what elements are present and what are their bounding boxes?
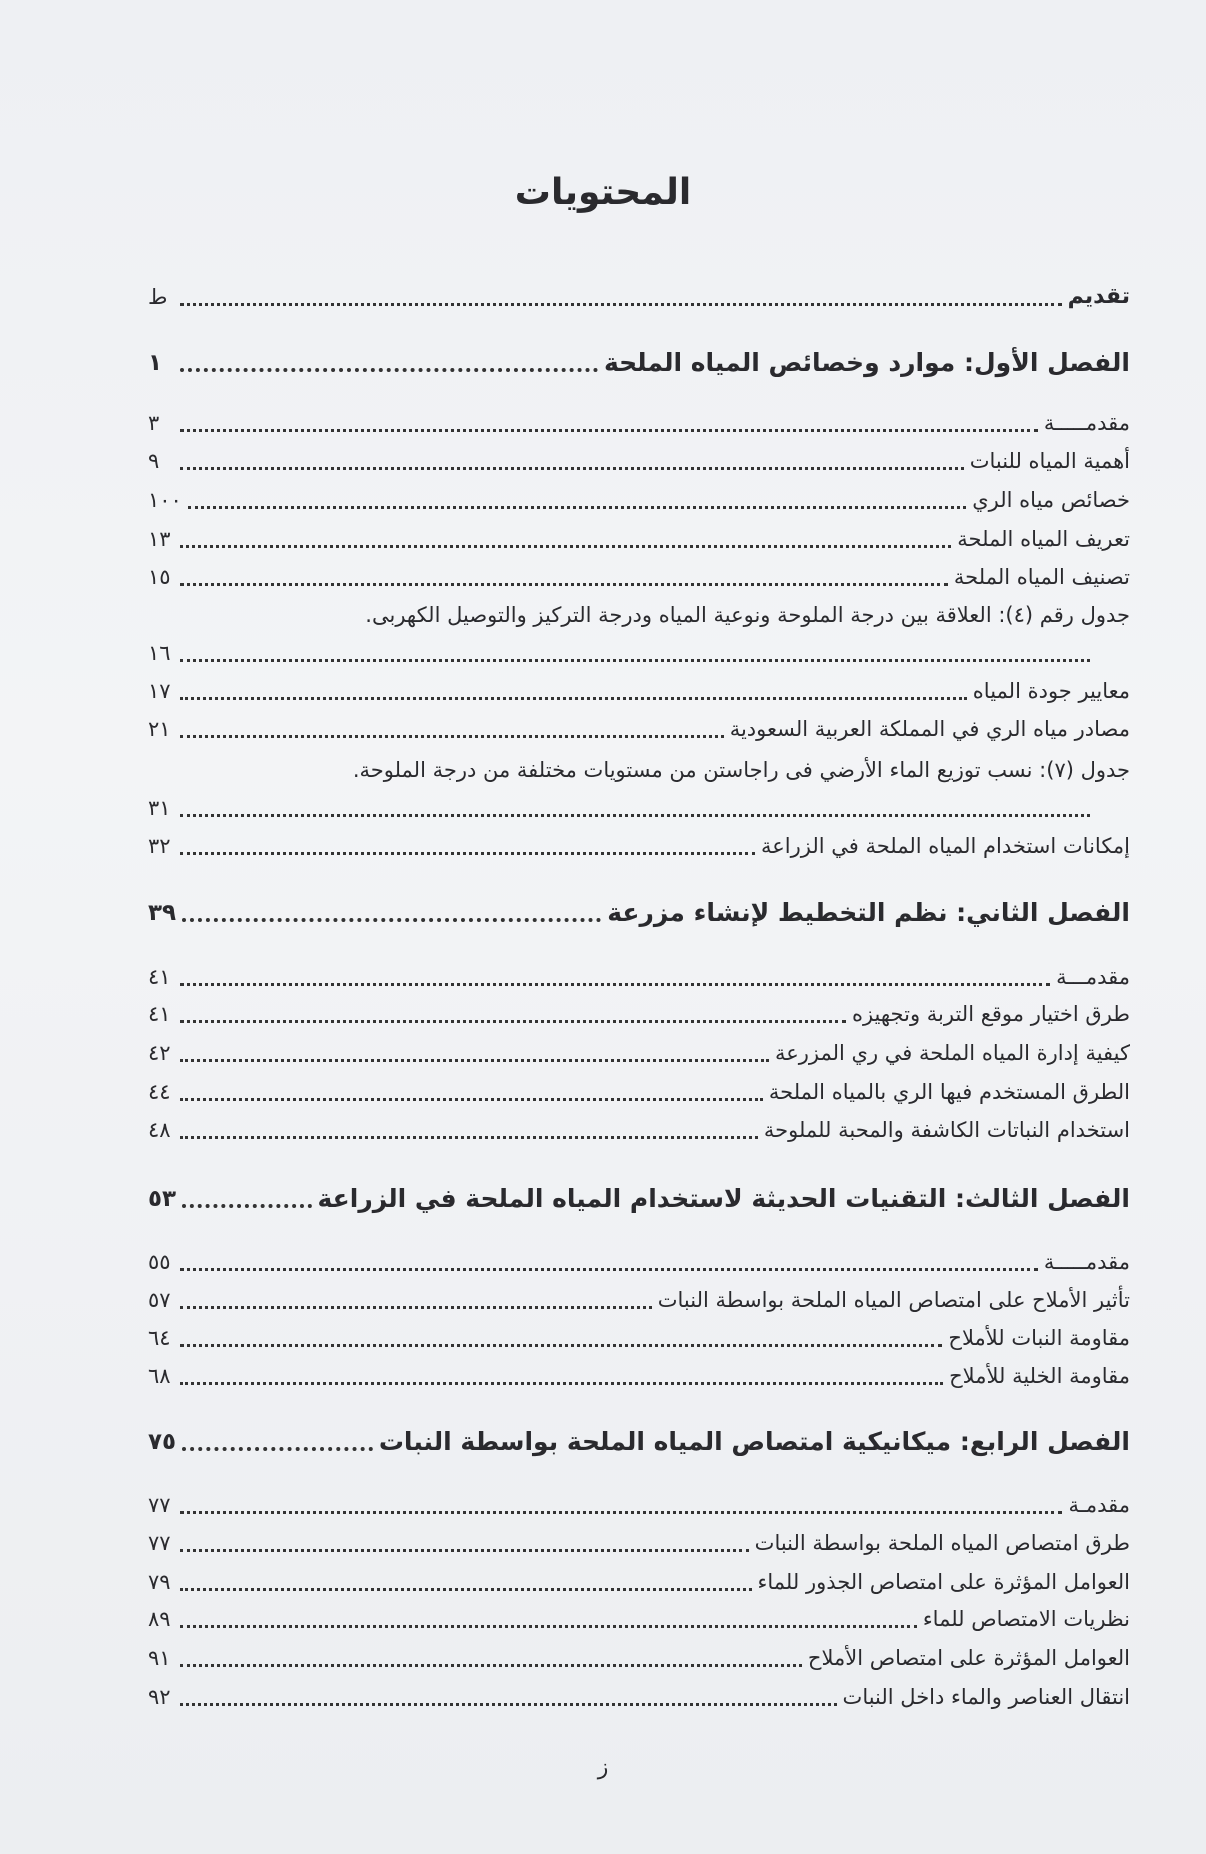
toc-label: مقدمـــة (1056, 965, 1130, 989)
toc-label: إمكانات استخدام المياه الملحة في الزراعة (760, 834, 1130, 858)
toc-label: أهمية المياه للنبات (969, 449, 1130, 473)
toc-entry (148, 1565, 1130, 1599)
chapter-title: ميكانيكية امتصاص المياه الملحة بواسطة النبات (378, 1427, 952, 1456)
toc-entry-continuation (148, 791, 1130, 825)
leader-dots (180, 982, 1050, 986)
leader-dots (180, 734, 724, 738)
chapter-prefix: الفصل الثاني: (956, 898, 1130, 927)
chapter-heading (607, 896, 1130, 930)
toc-entry (148, 406, 1130, 440)
leader-dots (180, 367, 598, 372)
leader-dots (180, 658, 1090, 662)
leader-dots (180, 1097, 763, 1101)
chapter-prefix: الفصل الرابع: (959, 1427, 1130, 1456)
toc-entry (148, 1036, 1130, 1070)
toc-page: ١٣ (148, 527, 171, 551)
toc-entry (148, 1680, 1130, 1714)
toc-label: معايير جودة المياه (972, 679, 1130, 703)
toc-chapter (148, 1425, 1130, 1459)
toc-entry (148, 712, 1130, 746)
toc-entry (148, 1075, 1130, 1109)
toc-entry (148, 560, 1130, 594)
toc-entry (148, 1488, 1130, 1522)
leader-dots (180, 1058, 769, 1062)
toc-page: ٧٥ (148, 1429, 177, 1455)
toc-page: ٦٨ (148, 1364, 171, 1388)
leader-dots (180, 1510, 1062, 1514)
toc-entry (148, 1321, 1130, 1355)
toc-page: ٤١ (148, 965, 171, 989)
leader-dots (180, 1587, 752, 1591)
toc-page: ٨٩ (148, 1607, 171, 1631)
leader-dots (180, 1343, 942, 1347)
toc-label: العوامل المؤثرة على امتصاص الجذور للماء (757, 1570, 1130, 1594)
leader-dots (180, 1305, 652, 1309)
toc-page: ٤٢ (148, 1041, 171, 1065)
toc-entry (148, 997, 1130, 1031)
toc-page: ٣٩ (148, 900, 177, 926)
toc-label: مصادر مياه الري في المملكة العربية السعودية (729, 717, 1130, 741)
toc-entry (148, 1283, 1130, 1317)
leader-dots (182, 1446, 373, 1451)
toc-page: ٢١ (148, 717, 171, 741)
toc-entry (148, 1526, 1130, 1560)
leader-dots (180, 466, 964, 470)
toc-chapter (148, 896, 1130, 930)
toc-page: ٧٧ (148, 1531, 171, 1555)
toc-page: ٩١ (148, 1646, 171, 1670)
toc-label: تعريف المياه الملحة (957, 527, 1130, 551)
toc-entry-continuation (148, 636, 1130, 670)
chapter-title: نظم التخطيط لإنشاء مزرعة (607, 898, 948, 927)
toc-label: مقدمـــــة (1043, 411, 1130, 435)
toc-page: ٩ (148, 449, 160, 473)
toc-label: طرق امتصاص المياه الملحة بواسطة النبات (754, 1531, 1130, 1555)
toc-page: ٦٤ (148, 1326, 171, 1350)
leader-dots (180, 1702, 837, 1706)
toc-page: ١ (148, 350, 163, 376)
toc-page: ٤٤ (148, 1080, 171, 1104)
leader-dots (180, 1381, 943, 1385)
leader-dots (180, 1663, 802, 1667)
toc-label: مقدمـــــة (1043, 1250, 1130, 1274)
leader-dots (180, 696, 967, 700)
page-title: المحتويات (514, 172, 692, 213)
toc-entry-table-caption: جدول رقم (٤): العلاقة بين درجة الملوحة ونوعية المياه ودرجة التركيز والتوصيل الكهربى. (365, 603, 1130, 627)
toc-label: العوامل المؤثرة على امتصاص الأملاح (807, 1646, 1130, 1670)
chapter-heading (604, 346, 1130, 380)
toc-page: ١٧ (148, 679, 171, 703)
toc-entry-table-caption: جدول (٧): نسب توزيع الماء الأرضي فى راجاستن من مستويات مختلفة من درجة الملوحة. (352, 758, 1130, 782)
toc-page: ٤١ (148, 1002, 171, 1026)
chapter-heading (318, 1182, 1130, 1216)
toc-entry (148, 960, 1130, 994)
leader-dots (180, 302, 1062, 306)
toc-page: ٣ (148, 411, 160, 435)
toc-label: مقاومة الخلية للأملاح (949, 1364, 1130, 1388)
toc-entry (148, 522, 1130, 556)
leader-dots (180, 813, 1090, 817)
leader-dots (180, 582, 948, 586)
toc-label: استخدام النباتات الكاشفة والمحبة للملوحة (763, 1118, 1130, 1142)
toc-chapter (148, 346, 1130, 380)
toc-label: الطرق المستخدم فيها الري بالمياه الملحة (768, 1080, 1130, 1104)
toc-page: ٥٧ (148, 1288, 171, 1312)
leader-dots (180, 1548, 749, 1552)
leader-dots (180, 1624, 917, 1628)
leader-dots (180, 428, 1038, 432)
toc-entry (148, 1113, 1130, 1147)
leader-dots (182, 917, 601, 922)
chapter-heading (379, 1425, 1130, 1459)
toc-entry (148, 444, 1130, 478)
toc-entry (148, 1245, 1130, 1279)
chapter-title: التقنيات الحديثة لاستخدام المياه الملحة في الزراعة (317, 1184, 947, 1213)
toc-label: تصنيف المياه الملحة (953, 565, 1130, 589)
toc-label: انتقال العناصر والماء داخل النبات (842, 1685, 1130, 1709)
toc-page: ١٦ (148, 641, 171, 665)
leader-dots (180, 1135, 758, 1139)
chapter-prefix: الفصل الثالث: (955, 1184, 1130, 1213)
toc-page: ٥٥ (148, 1250, 171, 1274)
toc-page: ٩٢ (148, 1685, 171, 1709)
leader-dots (182, 1203, 311, 1208)
toc-page: ٧٧ (148, 1493, 171, 1517)
toc-page: ١٠٠ (148, 488, 182, 512)
leader-dots (180, 544, 951, 548)
leader-dots (180, 851, 755, 855)
toc-page: ٣٢ (148, 834, 171, 858)
toc-chapter (148, 1182, 1130, 1216)
leader-dots (180, 1019, 846, 1023)
toc-intro (148, 280, 1130, 314)
leader-dots (188, 505, 966, 509)
toc-label: خصائص مياه الري (972, 488, 1130, 512)
toc-label: تأثير الأملاح على امتصاص المياه الملحة بواسطة النبات (657, 1288, 1130, 1312)
toc-page: ٧٩ (148, 1570, 171, 1594)
chapter-title: موارد وخصائص المياه الملحة (603, 348, 956, 377)
toc-entry (148, 674, 1130, 708)
toc-entry (148, 1602, 1130, 1636)
toc-page: ٤٨ (148, 1118, 171, 1142)
toc-entry (148, 1359, 1130, 1393)
toc-entry (148, 483, 1130, 517)
toc-page: ٣١ (148, 796, 171, 820)
toc-entry (148, 829, 1130, 863)
toc-page: ٥٣ (148, 1186, 177, 1212)
toc-label: مقاومة النبات للأملاح (948, 1326, 1130, 1350)
leader-dots (180, 1267, 1038, 1271)
toc-label: مقدمـة (1068, 1493, 1130, 1517)
toc-entry (148, 1641, 1130, 1675)
chapter-prefix: الفصل الأول: (963, 348, 1130, 377)
toc-page: ط (148, 285, 168, 309)
toc-page: ١٥ (148, 565, 171, 589)
toc-label: نظريات الامتصاص للماء (922, 1607, 1130, 1631)
toc-label: كيفية إدارة المياه الملحة في ري المزرعة (774, 1041, 1130, 1065)
toc-label: تقديم (1067, 284, 1130, 309)
page-number: ز (597, 1755, 609, 1780)
toc-label: طرق اختيار موقع التربة وتجهيزه (851, 1002, 1130, 1026)
